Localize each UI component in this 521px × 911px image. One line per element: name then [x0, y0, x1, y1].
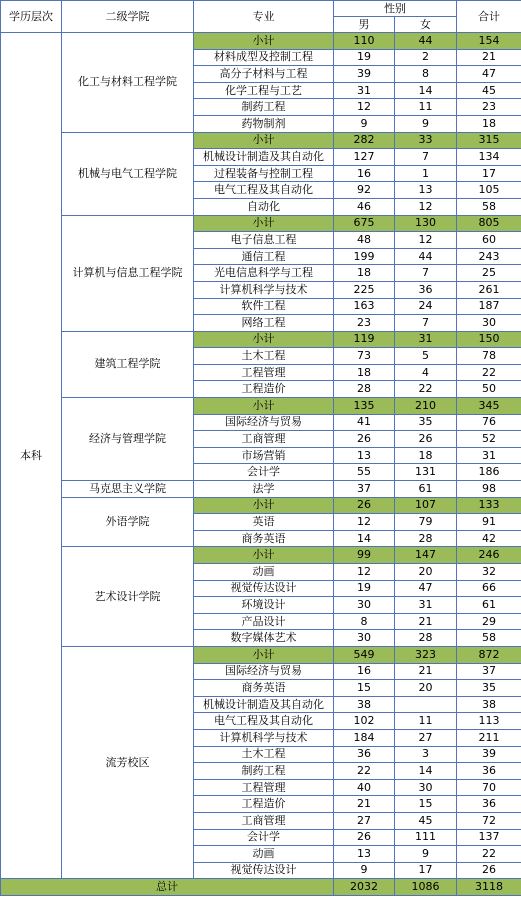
female-cell: 12	[395, 232, 457, 249]
major-cell: 动画	[194, 564, 334, 581]
subtotal-label: 小计	[194, 33, 334, 50]
total-cell: 17	[457, 165, 521, 182]
total-cell: 91	[457, 514, 521, 531]
female-cell: 27	[395, 729, 457, 746]
total-cell: 25	[457, 265, 521, 282]
header-college: 二级学院	[62, 1, 194, 33]
total-cell: 315	[457, 132, 521, 149]
female-cell: 11	[395, 713, 457, 730]
male-cell: 12	[334, 514, 395, 531]
college-cell: 化工与材料工程学院	[62, 33, 194, 133]
subtotal-label: 小计	[194, 398, 334, 415]
college-cell: 流芳校区	[62, 646, 194, 878]
female-cell: 9	[395, 115, 457, 132]
subtotal-row	[1, 33, 521, 50]
male-cell: 184	[334, 729, 395, 746]
major-cell: 电气工程及其自动化	[194, 182, 334, 199]
male-cell: 12	[334, 99, 395, 116]
grand-total-row	[1, 879, 521, 896]
header-major: 专业	[194, 1, 334, 33]
female-cell: 323	[395, 646, 457, 663]
major-cell: 土木工程	[194, 746, 334, 763]
college-cell: 外语学院	[62, 497, 194, 547]
female-cell: 9	[395, 846, 457, 863]
major-cell: 材料成型及控制工程	[194, 49, 334, 66]
female-cell: 20	[395, 680, 457, 697]
male-cell: 15	[334, 680, 395, 697]
major-cell: 会计学	[194, 464, 334, 481]
male-cell: 26	[334, 829, 395, 846]
male-cell: 119	[334, 331, 395, 348]
female-cell: 7	[395, 265, 457, 282]
major-cell: 市场营销	[194, 447, 334, 464]
college-cell: 建筑工程学院	[62, 331, 194, 397]
female-cell: 31	[395, 597, 457, 614]
male-cell: 102	[334, 713, 395, 730]
total-cell: 52	[457, 431, 521, 448]
major-cell: 环境设计	[194, 597, 334, 614]
college-cell: 计算机与信息工程学院	[62, 215, 194, 331]
major-cell: 数字媒体艺术	[194, 630, 334, 647]
male-cell: 16	[334, 663, 395, 680]
male-cell: 9	[334, 862, 395, 879]
major-cell: 国际经济与贸易	[194, 663, 334, 680]
female-cell: 7	[395, 315, 457, 332]
major-cell: 商务英语	[194, 680, 334, 697]
male-cell: 21	[334, 796, 395, 813]
subtotal-label: 小计	[194, 215, 334, 232]
major-cell: 通信工程	[194, 248, 334, 265]
major-cell: 高分子材料与工程	[194, 66, 334, 83]
subtotal-label: 小计	[194, 547, 334, 564]
total-cell: 78	[457, 348, 521, 365]
male-cell: 36	[334, 746, 395, 763]
grand-total-total: 3118	[457, 879, 521, 896]
subtotal-label: 小计	[194, 646, 334, 663]
total-cell: 32	[457, 564, 521, 581]
major-cell: 自动化	[194, 198, 334, 215]
male-cell: 92	[334, 182, 395, 199]
major-cell: 计算机科学与技术	[194, 281, 334, 298]
total-cell: 154	[457, 33, 521, 50]
female-cell: 11	[395, 99, 457, 116]
major-cell: 化学工程与工艺	[194, 82, 334, 99]
female-cell: 14	[395, 763, 457, 780]
major-cell: 视觉传达设计	[194, 862, 334, 879]
total-cell: 50	[457, 381, 521, 398]
male-cell: 549	[334, 646, 395, 663]
male-cell: 23	[334, 315, 395, 332]
male-cell: 163	[334, 298, 395, 315]
major-cell: 工程管理	[194, 364, 334, 381]
male-cell: 28	[334, 381, 395, 398]
total-cell: 23	[457, 99, 521, 116]
total-cell: 246	[457, 547, 521, 564]
header-total: 合计	[457, 1, 521, 33]
major-cell: 电子信息工程	[194, 232, 334, 249]
total-cell: 38	[457, 696, 521, 713]
subtotal-row	[1, 132, 521, 149]
total-cell: 29	[457, 613, 521, 630]
major-cell: 土木工程	[194, 348, 334, 365]
male-cell: 27	[334, 812, 395, 829]
male-cell: 37	[334, 481, 395, 498]
total-cell: 243	[457, 248, 521, 265]
total-cell: 113	[457, 713, 521, 730]
table-row	[1, 481, 521, 498]
total-cell: 58	[457, 630, 521, 647]
major-cell: 工程造价	[194, 381, 334, 398]
total-cell: 39	[457, 746, 521, 763]
female-cell: 130	[395, 215, 457, 232]
subtotal-label: 小计	[194, 331, 334, 348]
male-cell: 46	[334, 198, 395, 215]
female-cell: 111	[395, 829, 457, 846]
total-cell: 36	[457, 763, 521, 780]
total-cell: 187	[457, 298, 521, 315]
male-cell: 282	[334, 132, 395, 149]
major-cell: 机械设计制造及其自动化	[194, 149, 334, 166]
total-cell: 60	[457, 232, 521, 249]
total-cell: 35	[457, 680, 521, 697]
total-cell: 45	[457, 82, 521, 99]
male-cell: 41	[334, 414, 395, 431]
total-cell: 42	[457, 530, 521, 547]
female-cell: 30	[395, 779, 457, 796]
grand-total-label: 总计	[1, 879, 334, 896]
total-cell: 134	[457, 149, 521, 166]
female-cell: 8	[395, 66, 457, 83]
subtotal-label: 小计	[194, 132, 334, 149]
female-cell: 26	[395, 431, 457, 448]
major-cell: 制药工程	[194, 763, 334, 780]
female-cell: 1	[395, 165, 457, 182]
major-cell: 网络工程	[194, 315, 334, 332]
male-cell: 675	[334, 215, 395, 232]
subtotal-row	[1, 646, 521, 663]
total-cell: 22	[457, 846, 521, 863]
male-cell: 16	[334, 165, 395, 182]
total-cell: 18	[457, 115, 521, 132]
level-cell: 本科	[1, 33, 62, 879]
female-cell: 36	[395, 281, 457, 298]
major-cell: 商务英语	[194, 530, 334, 547]
female-cell: 4	[395, 364, 457, 381]
header-male: 男	[334, 17, 395, 33]
female-cell: 210	[395, 398, 457, 415]
female-cell: 107	[395, 497, 457, 514]
major-cell: 制药工程	[194, 99, 334, 116]
female-cell: 18	[395, 447, 457, 464]
major-cell: 电气工程及其自动化	[194, 713, 334, 730]
female-cell: 45	[395, 812, 457, 829]
male-cell: 40	[334, 779, 395, 796]
male-cell: 18	[334, 265, 395, 282]
female-cell: 28	[395, 530, 457, 547]
total-cell: 47	[457, 66, 521, 83]
male-cell: 30	[334, 630, 395, 647]
major-cell: 光电信息科学与工程	[194, 265, 334, 282]
total-cell: 133	[457, 497, 521, 514]
total-cell: 76	[457, 414, 521, 431]
total-cell: 805	[457, 215, 521, 232]
total-cell: 61	[457, 597, 521, 614]
total-cell: 105	[457, 182, 521, 199]
male-cell: 13	[334, 846, 395, 863]
major-cell: 视觉传达设计	[194, 580, 334, 597]
female-cell: 20	[395, 564, 457, 581]
female-cell: 61	[395, 481, 457, 498]
female-cell: 147	[395, 547, 457, 564]
major-cell: 国际经济与贸易	[194, 414, 334, 431]
subtotal-row	[1, 331, 521, 348]
major-cell: 产品设计	[194, 613, 334, 630]
female-cell: 12	[395, 198, 457, 215]
male-cell: 26	[334, 497, 395, 514]
female-cell: 47	[395, 580, 457, 597]
college-cell: 艺术设计学院	[62, 547, 194, 647]
male-cell: 19	[334, 580, 395, 597]
total-cell: 98	[457, 481, 521, 498]
male-cell: 99	[334, 547, 395, 564]
male-cell: 127	[334, 149, 395, 166]
male-cell: 38	[334, 696, 395, 713]
total-cell: 72	[457, 812, 521, 829]
female-cell: 24	[395, 298, 457, 315]
female-cell: 2	[395, 49, 457, 66]
subtotal-row	[1, 547, 521, 564]
subtotal-label: 小计	[194, 497, 334, 514]
total-cell: 137	[457, 829, 521, 846]
male-cell: 30	[334, 597, 395, 614]
college-cell: 机械与电气工程学院	[62, 132, 194, 215]
male-cell: 14	[334, 530, 395, 547]
major-cell: 法学	[194, 481, 334, 498]
female-cell: 31	[395, 331, 457, 348]
major-cell: 机械设计制造及其自动化	[194, 696, 334, 713]
female-cell: 14	[395, 82, 457, 99]
major-cell: 英语	[194, 514, 334, 531]
female-cell: 13	[395, 182, 457, 199]
total-cell: 26	[457, 862, 521, 879]
major-cell: 工程造价	[194, 796, 334, 813]
female-cell: 44	[395, 248, 457, 265]
major-cell: 计算机科学与技术	[194, 729, 334, 746]
male-cell: 9	[334, 115, 395, 132]
total-cell: 36	[457, 796, 521, 813]
subtotal-row	[1, 215, 521, 232]
total-cell: 150	[457, 331, 521, 348]
female-cell: 21	[395, 613, 457, 630]
total-cell: 261	[457, 281, 521, 298]
male-cell: 18	[334, 364, 395, 381]
major-cell: 软件工程	[194, 298, 334, 315]
male-cell: 73	[334, 348, 395, 365]
total-cell: 66	[457, 580, 521, 597]
male-cell: 199	[334, 248, 395, 265]
male-cell: 26	[334, 431, 395, 448]
grand-total-male: 2032	[334, 879, 395, 896]
female-cell: 21	[395, 663, 457, 680]
major-cell: 工商管理	[194, 812, 334, 829]
female-cell: 44	[395, 33, 457, 50]
female-cell: 7	[395, 149, 457, 166]
female-cell: 28	[395, 630, 457, 647]
male-cell: 8	[334, 613, 395, 630]
male-cell: 55	[334, 464, 395, 481]
female-cell	[395, 696, 457, 713]
female-cell: 5	[395, 348, 457, 365]
male-cell: 12	[334, 564, 395, 581]
total-cell: 345	[457, 398, 521, 415]
male-cell: 39	[334, 66, 395, 83]
male-cell: 110	[334, 33, 395, 50]
female-cell: 17	[395, 862, 457, 879]
total-cell: 70	[457, 779, 521, 796]
major-cell: 工程管理	[194, 779, 334, 796]
female-cell: 79	[395, 514, 457, 531]
total-cell: 211	[457, 729, 521, 746]
total-cell: 37	[457, 663, 521, 680]
female-cell: 131	[395, 464, 457, 481]
header-female: 女	[395, 17, 457, 33]
total-cell: 21	[457, 49, 521, 66]
female-cell: 35	[395, 414, 457, 431]
total-cell: 872	[457, 646, 521, 663]
total-cell: 22	[457, 364, 521, 381]
total-cell: 30	[457, 315, 521, 332]
major-cell: 动画	[194, 846, 334, 863]
male-cell: 22	[334, 763, 395, 780]
total-cell: 58	[457, 198, 521, 215]
male-cell: 225	[334, 281, 395, 298]
female-cell: 33	[395, 132, 457, 149]
major-cell: 会计学	[194, 829, 334, 846]
header-gender: 性别	[334, 1, 457, 17]
college-cell: 马克思主义学院	[62, 481, 194, 498]
female-cell: 15	[395, 796, 457, 813]
male-cell: 135	[334, 398, 395, 415]
subtotal-row	[1, 497, 521, 514]
college-cell: 经济与管理学院	[62, 398, 194, 481]
female-cell: 22	[395, 381, 457, 398]
total-cell: 31	[457, 447, 521, 464]
male-cell: 19	[334, 49, 395, 66]
major-cell: 工商管理	[194, 431, 334, 448]
major-cell: 过程装备与控制工程	[194, 165, 334, 182]
total-cell: 186	[457, 464, 521, 481]
table-body	[1, 1, 521, 896]
subtotal-row	[1, 398, 521, 415]
male-cell: 31	[334, 82, 395, 99]
female-cell: 3	[395, 746, 457, 763]
header-row	[1, 1, 521, 17]
male-cell: 48	[334, 232, 395, 249]
header-level: 学历层次	[1, 1, 62, 33]
major-cell: 药物制剂	[194, 115, 334, 132]
male-cell: 13	[334, 447, 395, 464]
grand-total-female: 1086	[395, 879, 457, 896]
